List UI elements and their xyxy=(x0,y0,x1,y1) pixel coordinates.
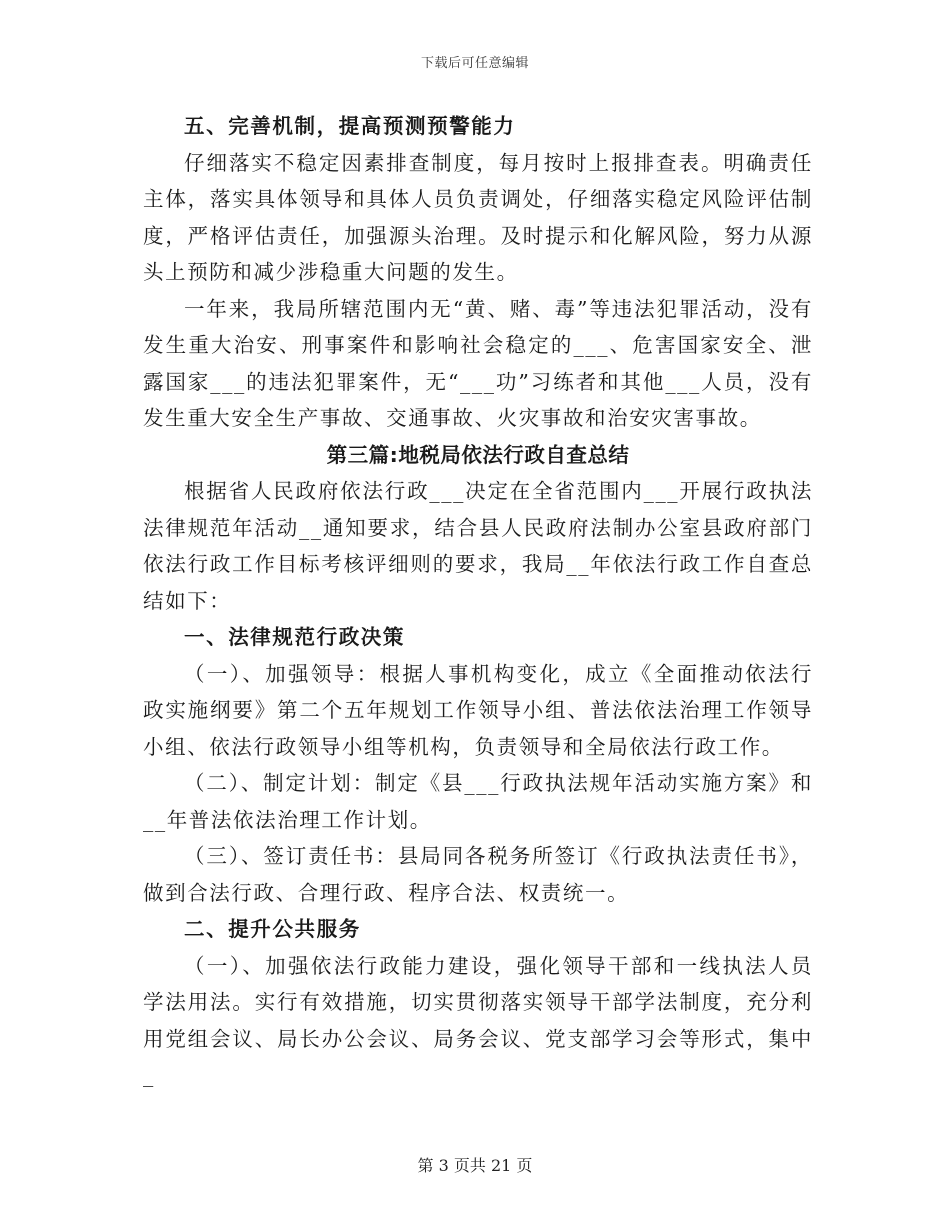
chapter-title: 第三篇:地税局依法行政自查总结 xyxy=(326,442,630,467)
document-body xyxy=(143,108,813,1094)
section-heading-1: 一、法律规范行政决策 xyxy=(184,625,405,649)
paragraph-responsibility: （三）、签订责任书：县局同各税务所签订《行政执法责任书》，做到合法行政、合理行政、程序合法、权责统一。 xyxy=(143,844,813,905)
paragraph-intro: 根据省人民政府依法行政___决定在全省范围内___开展行政执法法律规范年活动__通知要求，结合县人民政府法制办公室县政府部门依法行政工作目标考核评细则的要求，我局__年依法行政工作自查总结如下： xyxy=(143,479,813,613)
page-number-footer: 第 3 页共 21 页 xyxy=(417,1156,533,1175)
paragraph-risk-mechanism: 仔细落实不稳定因素排查制度，每月按时上报排查表。明确责任主体，落实具体领导和具体人员负责调处，仔细落实稳定风险评估制度，严格评估责任，加强源头治理。及时提示和化解风险，努力从源头上预防和减少涉稳重大问题的发生。 xyxy=(143,150,813,284)
paragraph-year-summary: 一年来，我局所辖范围内无“黄、赌、毒”等违法犯罪活动，没有发生重大治安、刑事案件和影响社会稳定的___、危害国家安全、泄露国家___的违法犯罪案件，无“___功”习练者和其他___人员，没有发生重大安全生产事故、交通事故、火灾事故和治安灾害事故。 xyxy=(143,296,813,430)
paragraph-leadership: （一）、加强领导：根据人事机构变化，成立《全面推动依法行政实施纲要》第二个五年规划工作领导小组、普法依法治理工作领导小组、依法行政领导小组等机构，负责领导和全局依法行政工作。 xyxy=(143,661,813,759)
paragraph-plan: （二）、制定计划：制定《县___行政执法规年活动实施方案》和__年普法依法治理工作计划。 xyxy=(143,771,813,832)
section-heading-2: 二、提升公共服务 xyxy=(184,917,361,941)
paragraph-capacity: （一）、加强依法行政能力建设，强化领导干部和一线执法人员学法用法。实行有效措施，切实贯彻落实领导干部学法制度，充分利用党组会议、局长办公会议、局务会议、党支部学习会等形式，集中_ xyxy=(143,953,813,1087)
section-heading-5: 五、完善机制，提高预测预警能力 xyxy=(184,114,516,138)
page-header-note: 下载后可任意编辑 xyxy=(420,56,529,71)
